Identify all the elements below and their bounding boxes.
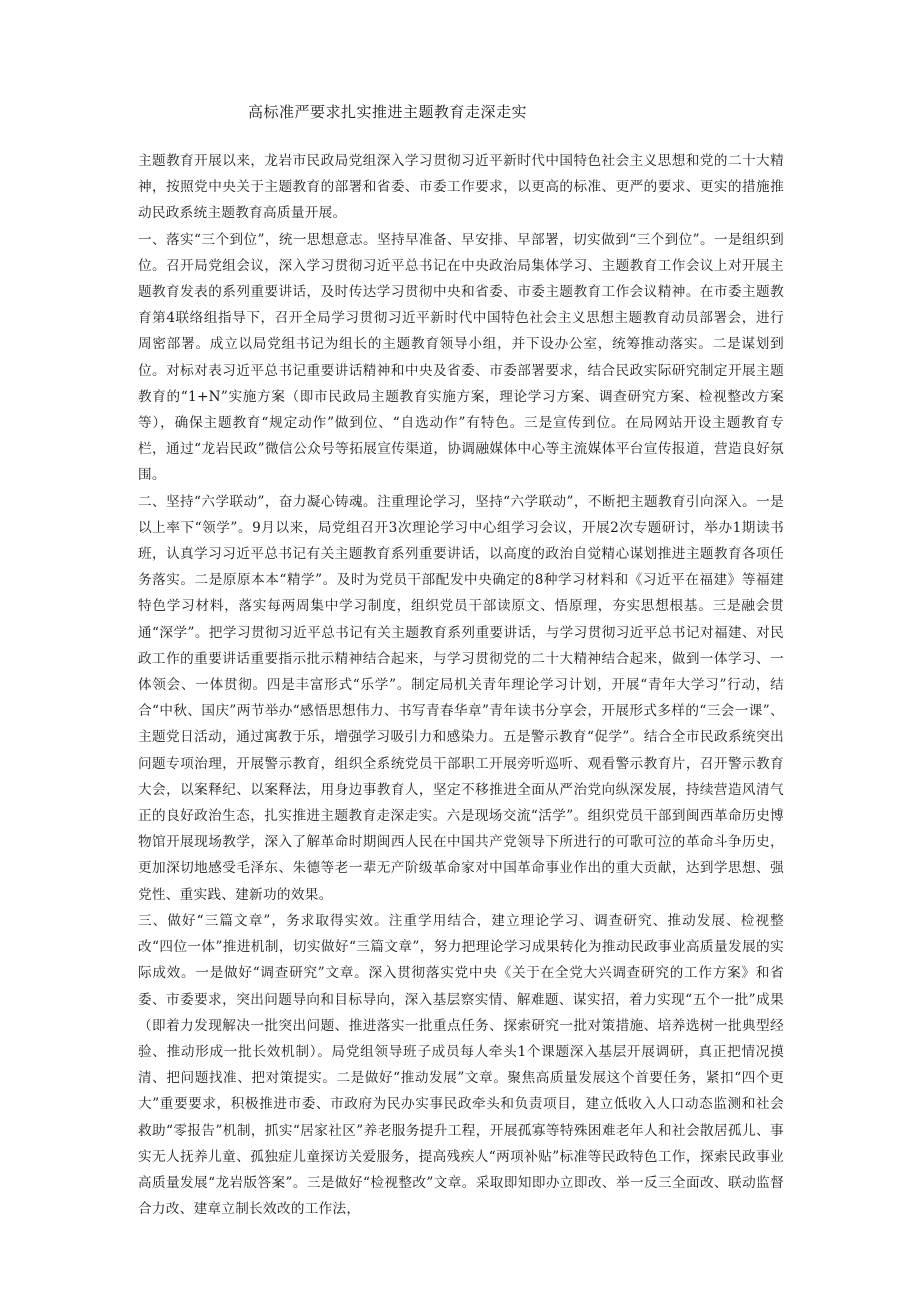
paragraph-section-1: 一、落实“三个到位”，统一思想意志。坚持早准备、早安排、早部署，切实做到“三个到位”。一是组织到位。召开局党组会议，深入学习贯彻习近平总书记在中央政治局集体学习、主题教育工作会议上对开展主题教育发表的系列重要讲话，及时传达学习贯彻中央和省委、市委主题教育工作会议精神。在市委主题教育第4联络组指导下，召开全局学习贯彻习近平新时代中国特色社会主义思想主题教育动员部署会，进行周密部署。成立以局党组书记为组长的主题教育领导小组，并下设办公室，统筹推动落实。二是谋划到位。对标对表习近平总书记重要讲话精神和中央及省委、市委部署要求，结合民政实际研究制定开展主题教育的“1+N”实施方案（即市民政局主题教育实施方案，理论学习方案、调查研究方案、检视整改方案等），确保主题教育“规定动作”做到位、“自选动作”有特色。三是宣传到位。在局网站开设主题教育专栏，通过“龙岩民政”微信公众号等拓展宣传渠道，协调融媒体中心等主流媒体平台宣传报道，营造良好氛围。 xyxy=(138,231,784,484)
paragraph-intro: 主题教育开展以来，龙岩市民政局党组深入学习贯彻习近平新时代中国特色社会主义思想和党的二十大精神，按照党中央关于主题教育的部署和省委、市委工作要求，以更高的标准、更严的要求、更实的措施推动民政系统主题教育高质量开展。 xyxy=(138,153,784,222)
document-page xyxy=(138,100,784,1222)
paragraph-section-3: 三、做好“三篇文章”，务求取得实效。注重学用结合，建立理论学习、调查研究、推动发展、检视整改“四位一体”推进机制，切实做好“三篇文章”，努力把理论学习成果转化为推动民政事业高质量发展的实际成效。一是做好“调查研究”文章。深入贯彻落实党中央《关于在全党大兴调查研究的工作方案》和省委、市委要求，突出问题导向和目标导向，深入基层察实情、解难题、谋实招，着力实现“五个一批”成果（即着力发现解决一批突出问题、推进落实一批重点任务、探索研究一批对策措施、培养选树一批典型经验、推动形成一批长效机制）。局党组领导班子成员每人牵头1个课题深入基层开展调研，真正把情况摸清、把问题找准、把对策提实。二是做好“推动发展”文章。聚焦高质量发展这个首要任务，紧扣“四个更大”重要要求，积极推进市委、市政府为民办实事民政牵头和负责项目，建立低收入人口动态监测和社会救助“零报告”机制，抓实“居家社区”养老服务提升工程，开展孤寡等特殊困难老年人和社会散居孤儿、事实无人抚养儿童、孤独症儿童探访关爱服务，提高残疾人“两项补贴”标准等民政特色工作，探索民政事业高质量发展“龙岩版答案”。三是做好“检视整改”文章。采取即知即办立即改、举一反三全面改、联动监督合力改、建章立制长效改的工作法， xyxy=(138,912,784,1218)
document-title: 高标准严要求扎实推进主题教育走深走实 xyxy=(248,103,528,121)
paragraph-section-2: 二、坚持“六学联动”，奋力凝心铸魂。注重理论学习，坚持“六学联动”，不断把主题教育引向深入。一是以上率下“领学”。9月以来，局党组召开3次理论学习中心组学习会议，开展2次专题研讨，举办1期读书班，认真学习习近平总书记有关主题教育系列重要讲话，以高度的政治自觉精心谋划推进主题教育各项任务落实。二是原原本本“精学”。及时为党员干部配发中央确定的8种学习材料和《习近平在福建》等福建特色学习材料，落实每两周集中学习制度，组织党员干部读原文、悟原理，夯实思想根基。三是融会贯通“深学”。把学习贯彻习近平总书记有关主题教育系列重要讲话，与学习贯彻习近平总书记对福建、对民政工作的重要讲话重要指示批示精神结合起来，与学习贯彻党的二十大精神结合起来，做到一体学习、一体领会、一体贯彻。四是丰富形式“乐学”。制定局机关青年理论学习计划，开展“青年大学习”行动，结合“中秋、国庆”两节举办“感悟思想伟力、书写青春华章”青年读书分享会，开展形式多样的“三会一课”、主题党日活动，通过寓教于乐，增强学习吸引力和感染力。五是警示教育“促学”。结合全市民政系统突出问题专项治理，开展警示教育，组织全系统党员干部职工开展旁听巡听、观看警示教育片，召开警示教育大会，以案释纪、以案释法，用身边事教育人，坚定不移推进全面从严治党向纵深发展，持续营造风清气正的良好政治生态，扎实推进主题教育走深走实。六是现场交流“活学”。组织党员干部到闽西革命历史博物馆开展现场教学，深入了解革命时期闽西人民在中国共产党领导下所进行的可歌可泣的革命斗争历史，更加深切地感受毛泽东、朱德等老一辈无产阶级革命家对中国革命事业作出的重大贡献，达到学思想、强党性、重实践、建新功的效果。 xyxy=(138,493,784,903)
